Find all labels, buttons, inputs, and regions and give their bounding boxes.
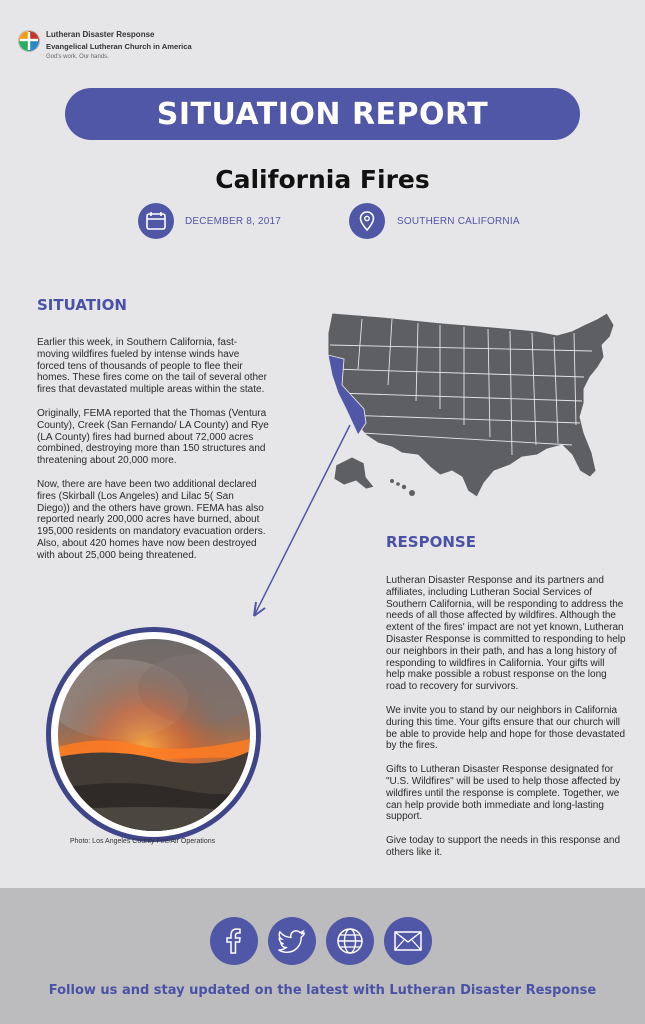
situation-paragraph-3: Now, there are have been two additional declared fires (Skirball (Los Angeles) and Lilac 5( San Diego)) and the others have grown. FEMA has also reported nearly 200,000 acres have burned, about 195,000 residents on mandatory evacuation orders. Also, about 420 homes have now been destroyed with about 25,000 being threatened. <box>37 478 266 561</box>
report-location: SOUTHERN CALIFORNIA <box>397 216 520 227</box>
email-icon[interactable] <box>384 917 432 965</box>
org-tagline: God's work. Our hands. <box>46 54 109 60</box>
org-subtitle: Evangelical Lutheran Church in America <box>46 42 192 51</box>
banner-title: SITUATION REPORT <box>156 96 489 132</box>
wildfire-photo-frame <box>46 627 261 842</box>
page-title: California Fires <box>215 165 430 194</box>
response-paragraph-1: Lutheran Disaster Response and its partners and affiliates, including Lutheran Social Services of Southern California, will be responding to address the needs of all those affected by wildfires. Although the extent of the fires' impact are not yet known, Lutheran Disaster Response is committed to responding to help our neighbors in their path, and has a long history of responding to wildfires in California. Your gifts will help make possible a robust response on the long road to recovery for survivors. <box>386 575 626 693</box>
location-pin-icon <box>349 203 385 239</box>
situation-heading: SITUATION <box>37 296 127 314</box>
wildfire-photo <box>58 639 250 831</box>
elca-cross-logo <box>18 30 40 52</box>
title-banner <box>65 88 580 140</box>
twitter-icon[interactable] <box>268 917 316 965</box>
response-body <box>386 575 626 871</box>
situation-paragraph-2: Originally, FEMA reported that the Thomas (Ventura County), Creek (San Fernando/ LA County) and Rye (LA County) fires had burned about 72,000 acres combined, destroying more than 150 structures and threatening about 20,000 more. <box>37 407 269 467</box>
facebook-icon[interactable] <box>210 917 258 965</box>
situation-paragraph-1: Earlier this week, in Southern California, fast-moving wildfires fueled by intense winds have forced tens of thousands of people to flee their homes. These fires come on the tail of several other fires that devastated multiple areas within the state. <box>37 337 267 396</box>
report-date: DECEMBER 8, 2017 <box>185 216 282 227</box>
photo-caption: Photo: Los Angeles County Fire/Air Operations <box>70 838 216 845</box>
globe-icon[interactable] <box>326 917 374 965</box>
org-name: Lutheran Disaster Response <box>46 30 155 39</box>
response-paragraph-2: We invite you to stand by our neighbors in California during this time. Your gifts ensure that our church will be able to provide help and hope for those devastated by the fires. <box>386 704 626 752</box>
us-map <box>322 305 632 505</box>
calendar-icon <box>138 203 174 239</box>
pointer-arrow <box>240 420 360 630</box>
response-heading: RESPONSE <box>386 533 476 551</box>
response-paragraph-4: Give today to support the needs in this response and others like it. <box>386 835 621 858</box>
situation-body <box>37 337 269 574</box>
follow-message: Follow us and stay updated on the latest with Lutheran Disaster Response <box>48 983 597 998</box>
footer <box>0 888 645 1024</box>
response-paragraph-3: Gifts to Lutheran Disaster Response designated for "U.S. Wildfires" will be used to help those affected by wildfires until the response is complete. Together, we can help provide both immediate and long-lasting support. <box>386 764 621 823</box>
